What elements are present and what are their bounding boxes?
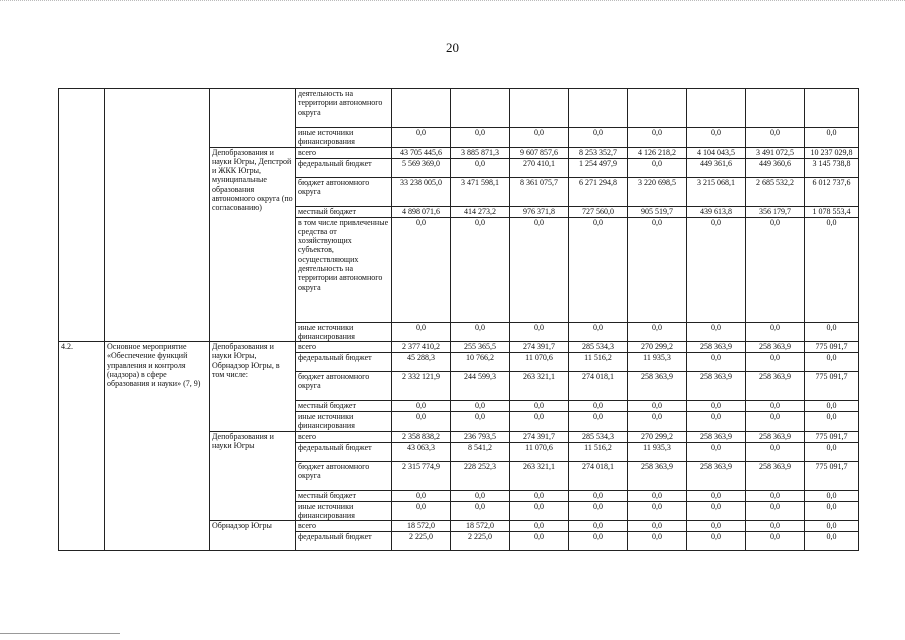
value-cell: 0,0	[746, 353, 805, 372]
value-cell: 0,0	[746, 412, 805, 432]
value-cell: 8 541,2	[451, 442, 510, 461]
value-cell: 0,0	[510, 322, 569, 342]
source-label: местный бюджет	[296, 401, 392, 412]
value-cell: 0,0	[687, 401, 746, 412]
value-cell: 0,0	[569, 412, 628, 432]
value-cell: 0,0	[451, 158, 510, 177]
value-cell: 228 252,3	[451, 461, 510, 490]
value-cell: 255 365,5	[451, 342, 510, 353]
value-cell: 0,0	[805, 353, 859, 372]
value-cell: 0,0	[569, 532, 628, 551]
value-cell: 0,0	[451, 322, 510, 342]
value-cell: 0,0	[746, 401, 805, 412]
value-cell: 0,0	[510, 521, 569, 532]
measure-name: Основное мероприятие «Обеспечение функций управления и контроля (надзора) в сфере образования и науки» (7, 9)	[105, 342, 210, 551]
source-label: местный бюджет	[296, 206, 392, 217]
value-cell: 11 070,6	[510, 442, 569, 461]
value-cell: 0,0	[569, 217, 628, 322]
value-cell: 43 063,3	[392, 442, 451, 461]
value-cell: 258 363,9	[628, 372, 687, 401]
value-cell: 0,0	[628, 532, 687, 551]
table-row	[59, 342, 859, 353]
value-cell: 0,0	[687, 322, 746, 342]
value-cell: 0,0	[628, 128, 687, 148]
value-cell: 2 685 532,2	[746, 177, 805, 206]
value-cell: 270 299,2	[628, 431, 687, 442]
value-cell: 0,0	[451, 490, 510, 501]
measure-name-cell	[105, 89, 210, 342]
value-cell: 0,0	[628, 322, 687, 342]
source-label: иные источники финансирования	[296, 128, 392, 148]
value-cell: 449 360,6	[746, 158, 805, 177]
value-cell: 274 391,7	[510, 431, 569, 442]
value-cell: 0,0	[628, 412, 687, 432]
value-cell: 0,0	[392, 322, 451, 342]
value-cell: 274 391,7	[510, 342, 569, 353]
value-cell: 727 560,0	[569, 206, 628, 217]
measure-number: 4.2.	[59, 342, 105, 551]
value-cell: 0,0	[687, 412, 746, 432]
source-label: в том числе привлеченные средства от хозяйствующих субъектов, осуществляющих деятельность на территории автономного округа	[296, 217, 392, 322]
value-cell	[628, 89, 687, 128]
value-cell: 43 705 445,6	[392, 147, 451, 158]
value-cell: 0,0	[451, 412, 510, 432]
value-cell: 0,0	[687, 442, 746, 461]
value-cell: 3 145 738,8	[805, 158, 859, 177]
value-cell: 0,0	[569, 521, 628, 532]
value-cell: 263 321,1	[510, 372, 569, 401]
value-cell	[746, 89, 805, 128]
value-cell: 11 070,6	[510, 353, 569, 372]
source-label: иные источники финансирования	[296, 412, 392, 432]
value-cell: 0,0	[628, 158, 687, 177]
value-cell: 0,0	[805, 412, 859, 432]
value-cell: 0,0	[746, 217, 805, 322]
page-number: 20	[446, 40, 459, 55]
source-label: всего	[296, 342, 392, 353]
value-cell: 270 410,1	[510, 158, 569, 177]
value-cell: 258 363,9	[746, 461, 805, 490]
value-cell: 18 572,0	[451, 521, 510, 532]
value-cell: 10 237 029,8	[805, 147, 859, 158]
value-cell: 258 363,9	[746, 342, 805, 353]
value-cell: 10 766,2	[451, 353, 510, 372]
value-cell: 3 471 598,1	[451, 177, 510, 206]
value-cell: 2 225,0	[451, 532, 510, 551]
value-cell: 8 361 075,7	[510, 177, 569, 206]
value-cell: 3 491 072,5	[746, 147, 805, 158]
value-cell: 2 377 410,2	[392, 342, 451, 353]
value-cell: 356 179,7	[746, 206, 805, 217]
source-label: всего	[296, 431, 392, 442]
value-cell: 11 935,3	[628, 442, 687, 461]
value-cell: 2 358 838,2	[392, 431, 451, 442]
value-cell: 2 332 121,9	[392, 372, 451, 401]
value-cell: 8 253 352,7	[569, 147, 628, 158]
value-cell: 258 363,9	[687, 372, 746, 401]
table-row	[59, 89, 859, 128]
value-cell	[805, 89, 859, 128]
value-cell: 1 254 497,9	[569, 158, 628, 177]
value-cell: 258 363,9	[746, 372, 805, 401]
value-cell: 0,0	[805, 532, 859, 551]
value-cell: 0,0	[805, 217, 859, 322]
value-cell: 0,0	[805, 442, 859, 461]
executor-cell: Депобразования и науки Югры	[210, 431, 296, 521]
budget-table	[58, 88, 859, 551]
value-cell: 0,0	[746, 521, 805, 532]
value-cell: 236 793,5	[451, 431, 510, 442]
executor-cell	[210, 89, 296, 148]
value-cell: 0,0	[746, 442, 805, 461]
value-cell: 0,0	[510, 490, 569, 501]
value-cell: 6 012 737,6	[805, 177, 859, 206]
value-cell: 0,0	[569, 490, 628, 501]
value-cell: 976 371,8	[510, 206, 569, 217]
value-cell: 0,0	[628, 401, 687, 412]
value-cell: 6 271 294,8	[569, 177, 628, 206]
executor-cell: Депобразования и науки Югры, Обрнадзор Югры, в том числе:	[210, 342, 296, 432]
value-cell	[510, 89, 569, 128]
executor-cell: Депобразования и науки Югры, Депстрой и ЖКК Югры, муниципальные образования автономного округа (по согласованию)	[210, 147, 296, 342]
value-cell: 0,0	[510, 412, 569, 432]
value-cell: 0,0	[805, 501, 859, 521]
source-label: иные источники финансирования	[296, 501, 392, 521]
value-cell: 244 599,3	[451, 372, 510, 401]
value-cell: 285 534,3	[569, 431, 628, 442]
executor-cell: Обрнадзор Югры	[210, 521, 296, 551]
value-cell: 0,0	[687, 353, 746, 372]
value-cell: 2 315 774,9	[392, 461, 451, 490]
value-cell: 4 126 218,2	[628, 147, 687, 158]
source-label: федеральный бюджет	[296, 532, 392, 551]
value-cell: 0,0	[628, 501, 687, 521]
value-cell: 0,0	[687, 521, 746, 532]
value-cell	[451, 89, 510, 128]
value-cell: 274 018,1	[569, 461, 628, 490]
value-cell: 258 363,9	[687, 431, 746, 442]
source-label: всего	[296, 147, 392, 158]
value-cell: 0,0	[687, 532, 746, 551]
value-cell: 0,0	[628, 490, 687, 501]
value-cell: 449 361,6	[687, 158, 746, 177]
value-cell: 0,0	[569, 128, 628, 148]
value-cell: 0,0	[510, 128, 569, 148]
value-cell: 0,0	[392, 217, 451, 322]
value-cell: 0,0	[392, 490, 451, 501]
value-cell: 45 288,3	[392, 353, 451, 372]
value-cell: 0,0	[628, 217, 687, 322]
value-cell: 0,0	[805, 128, 859, 148]
value-cell: 11 516,2	[569, 353, 628, 372]
value-cell: 3 220 698,5	[628, 177, 687, 206]
source-label: федеральный бюджет	[296, 353, 392, 372]
value-cell: 0,0	[746, 128, 805, 148]
value-cell: 0,0	[451, 501, 510, 521]
value-cell: 0,0	[805, 490, 859, 501]
value-cell: 0,0	[451, 217, 510, 322]
measure-number-cell	[59, 89, 105, 342]
value-cell: 0,0	[805, 401, 859, 412]
value-cell: 775 091,7	[805, 372, 859, 401]
value-cell: 11 935,3	[628, 353, 687, 372]
value-cell: 0,0	[392, 412, 451, 432]
value-cell	[569, 89, 628, 128]
value-cell: 3 215 068,1	[687, 177, 746, 206]
value-cell: 0,0	[628, 521, 687, 532]
value-cell: 414 273,2	[451, 206, 510, 217]
value-cell: 3 885 871,3	[451, 147, 510, 158]
value-cell	[687, 89, 746, 128]
value-cell: 4 898 071,6	[392, 206, 451, 217]
value-cell: 775 091,7	[805, 342, 859, 353]
value-cell: 258 363,9	[687, 461, 746, 490]
value-cell: 0,0	[569, 501, 628, 521]
value-cell: 33 238 005,0	[392, 177, 451, 206]
source-label: деятельность на территории автономного округа	[296, 89, 392, 128]
value-cell: 0,0	[392, 128, 451, 148]
value-cell: 0,0	[451, 401, 510, 412]
source-label: бюджет автономного округа	[296, 461, 392, 490]
value-cell: 9 607 857,6	[510, 147, 569, 158]
value-cell: 1 078 553,4	[805, 206, 859, 217]
value-cell: 775 091,7	[805, 431, 859, 442]
value-cell: 0,0	[687, 128, 746, 148]
value-cell: 18 572,0	[392, 521, 451, 532]
value-cell: 0,0	[687, 501, 746, 521]
value-cell: 0,0	[746, 501, 805, 521]
value-cell: 0,0	[687, 217, 746, 322]
scan-top-edge	[0, 0, 905, 7]
source-label: федеральный бюджет	[296, 158, 392, 177]
source-label: бюджет автономного округа	[296, 372, 392, 401]
value-cell: 270 299,2	[628, 342, 687, 353]
value-cell: 439 613,8	[687, 206, 746, 217]
value-cell: 0,0	[510, 217, 569, 322]
value-cell: 0,0	[687, 490, 746, 501]
value-cell: 0,0	[510, 532, 569, 551]
value-cell: 258 363,9	[687, 342, 746, 353]
value-cell: 0,0	[569, 322, 628, 342]
value-cell: 285 534,3	[569, 342, 628, 353]
scan-bottom-mark	[0, 633, 120, 634]
value-cell: 2 225,0	[392, 532, 451, 551]
value-cell: 258 363,9	[628, 461, 687, 490]
value-cell: 263 321,1	[510, 461, 569, 490]
value-cell: 0,0	[746, 322, 805, 342]
value-cell: 0,0	[510, 401, 569, 412]
source-label: местный бюджет	[296, 490, 392, 501]
value-cell: 274 018,1	[569, 372, 628, 401]
source-label: всего	[296, 521, 392, 532]
value-cell: 0,0	[805, 322, 859, 342]
source-label: иные источники финансирования	[296, 322, 392, 342]
value-cell: 0,0	[569, 401, 628, 412]
value-cell: 0,0	[392, 501, 451, 521]
value-cell: 5 569 369,0	[392, 158, 451, 177]
value-cell: 0,0	[510, 501, 569, 521]
value-cell: 0,0	[805, 521, 859, 532]
value-cell: 775 091,7	[805, 461, 859, 490]
value-cell: 905 519,7	[628, 206, 687, 217]
value-cell	[392, 89, 451, 128]
value-cell: 0,0	[451, 128, 510, 148]
value-cell: 0,0	[746, 532, 805, 551]
value-cell: 0,0	[746, 490, 805, 501]
value-cell: 0,0	[392, 401, 451, 412]
source-label: бюджет автономного округа	[296, 177, 392, 206]
value-cell: 11 516,2	[569, 442, 628, 461]
value-cell: 258 363,9	[746, 431, 805, 442]
source-label: федеральный бюджет	[296, 442, 392, 461]
value-cell: 4 104 043,5	[687, 147, 746, 158]
